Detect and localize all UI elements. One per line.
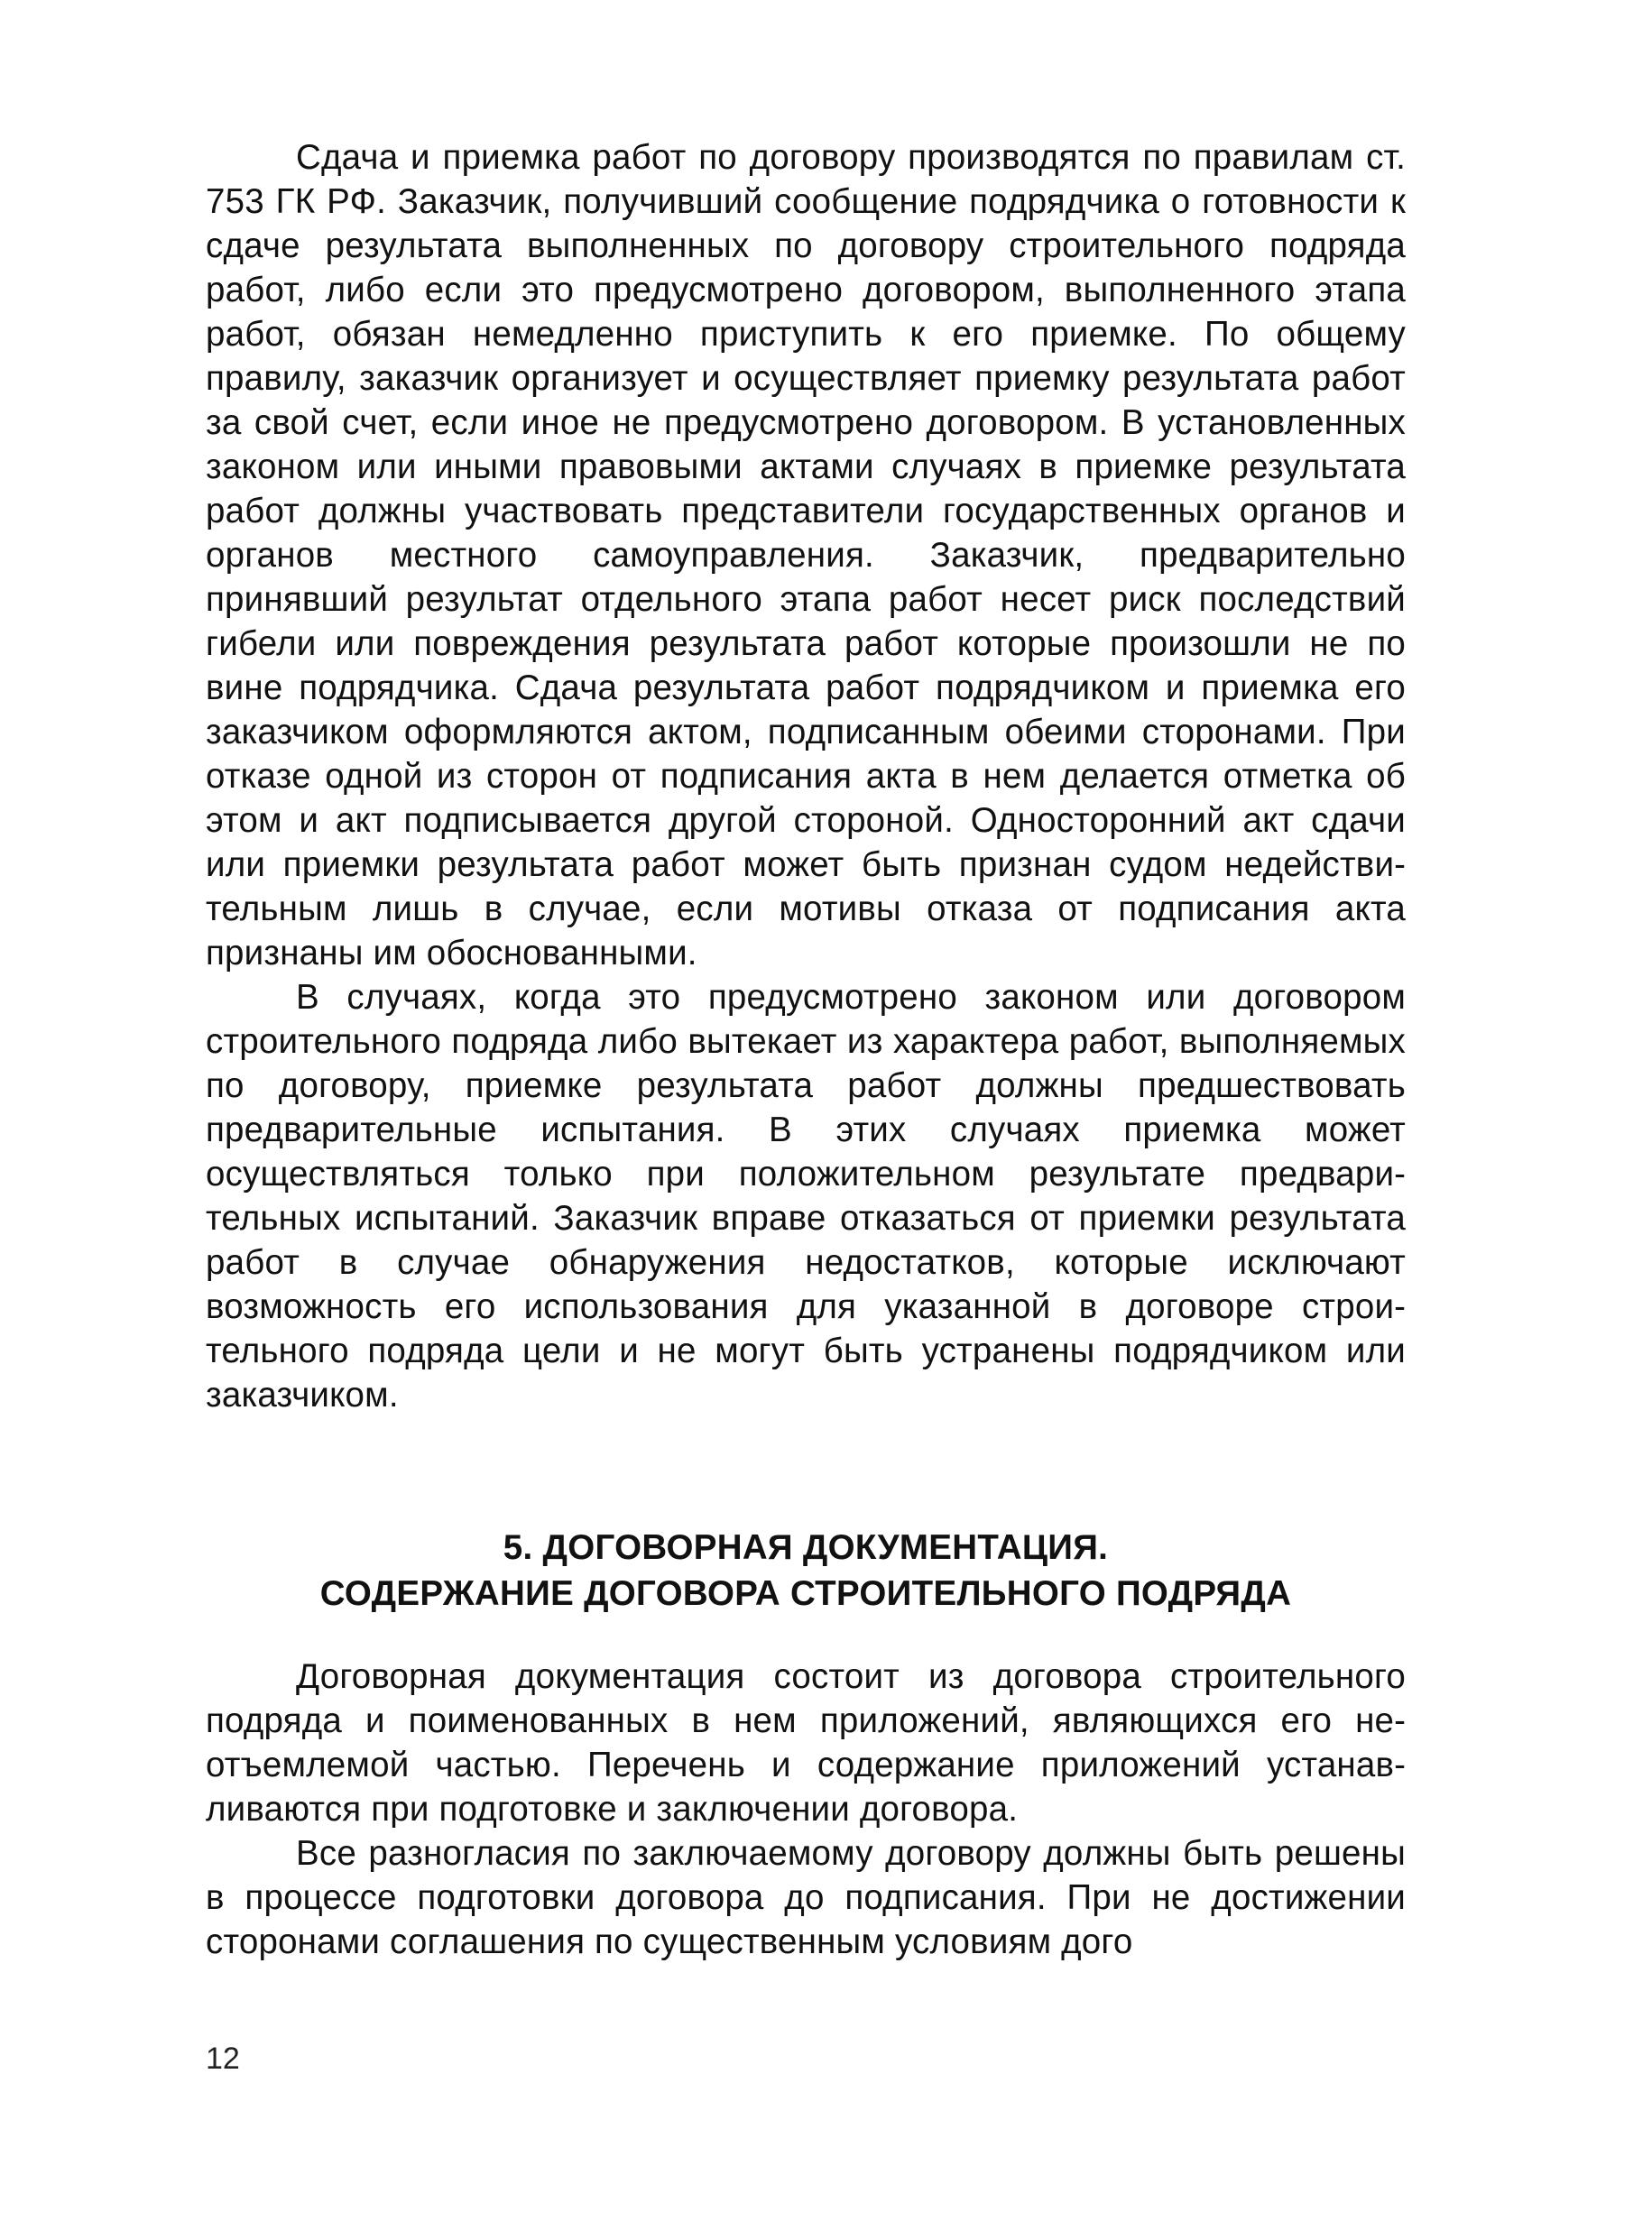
page-number: 12 <box>206 2042 240 2076</box>
paragraph-preliminary-tests: В случаях, когда это предусмотрено законом или договором строительного подряда либо вытекает из характера работ, выполняемых по договору, приемке результата работ должны предшествовать предварительные испытания. В этих случаях приемка может осуществляться только при положительном результате предварительных испытаний. Заказчик вправе отказаться от приемки результата работ в случае обнаружения недостатков, которые исключают возможность его использования для указанной в договоре строительного подряда цели и не могут быть устранены подрядчиком или заказчиком. <box>206 978 1406 1415</box>
paragraph-contract-documentation: Договорная документация состоит из договора строительного подряда и поименованных в нем приложений, являющихся его неотъемлемой частью. Перечень и содержание приложений устанавливаются при подготовке и заключении договора. <box>206 1657 1406 1829</box>
paragraph-acceptance-rules: Сдача и приемка работ по договору производятся по правилам ст. 753 ГК РФ. Заказчик, получивший сообщение подрядчика о готовности к сдаче результата выполненных по договору строительного подряда работ, либо если это предусмотрено договором, выполненного этапа работ, обязан немедленно приступить к его приемке. По общему правилу, заказчик организует и осуществляет приемку результата работ за свой счет, если иное не предусмотрено договором. В установленных законом или иными правовыми актами случаях в приемке результата работ должны участвовать представители государственных органов и органов местного самоуправления. Заказчик, предварительно принявший результат отдельного этапа работ несет риск последствий гибели или повреждения результата работ которые произошли не по вине подрядчика. Сдача результата работ подрядчиком и приемка его заказчиком оформляются актом, подписанным обеими сторонами. При отказе одной из сторон от подписания акта в нем делается отметка об этом и акт подписывается другой стороной. Односторонний акт сдачи или приемки результата работ может быть признан судом недействительным лишь в случае, если мотивы отказа от подписания акта признаны им обоснованными. <box>206 138 1406 973</box>
body-text-top <box>206 135 1406 1417</box>
section-heading <box>206 1525 1406 1617</box>
paragraph-disagreements: Все разногласия по заключаемому договору должны быть решены в процессе подготовки договора до подписания. При не достижении сторонами соглашения по существенным условиям дого <box>206 1834 1406 1961</box>
section-heading-line-1: 5. ДОГОВОРНАЯ ДОКУМЕНТАЦИЯ. <box>503 1528 1109 1567</box>
body-text-bottom <box>206 1655 1406 1964</box>
section-heading-line-2: СОДЕРЖАНИЕ ДОГОВОРА СТРОИТЕЛЬНОГО ПОДРЯДА <box>319 1574 1292 1613</box>
